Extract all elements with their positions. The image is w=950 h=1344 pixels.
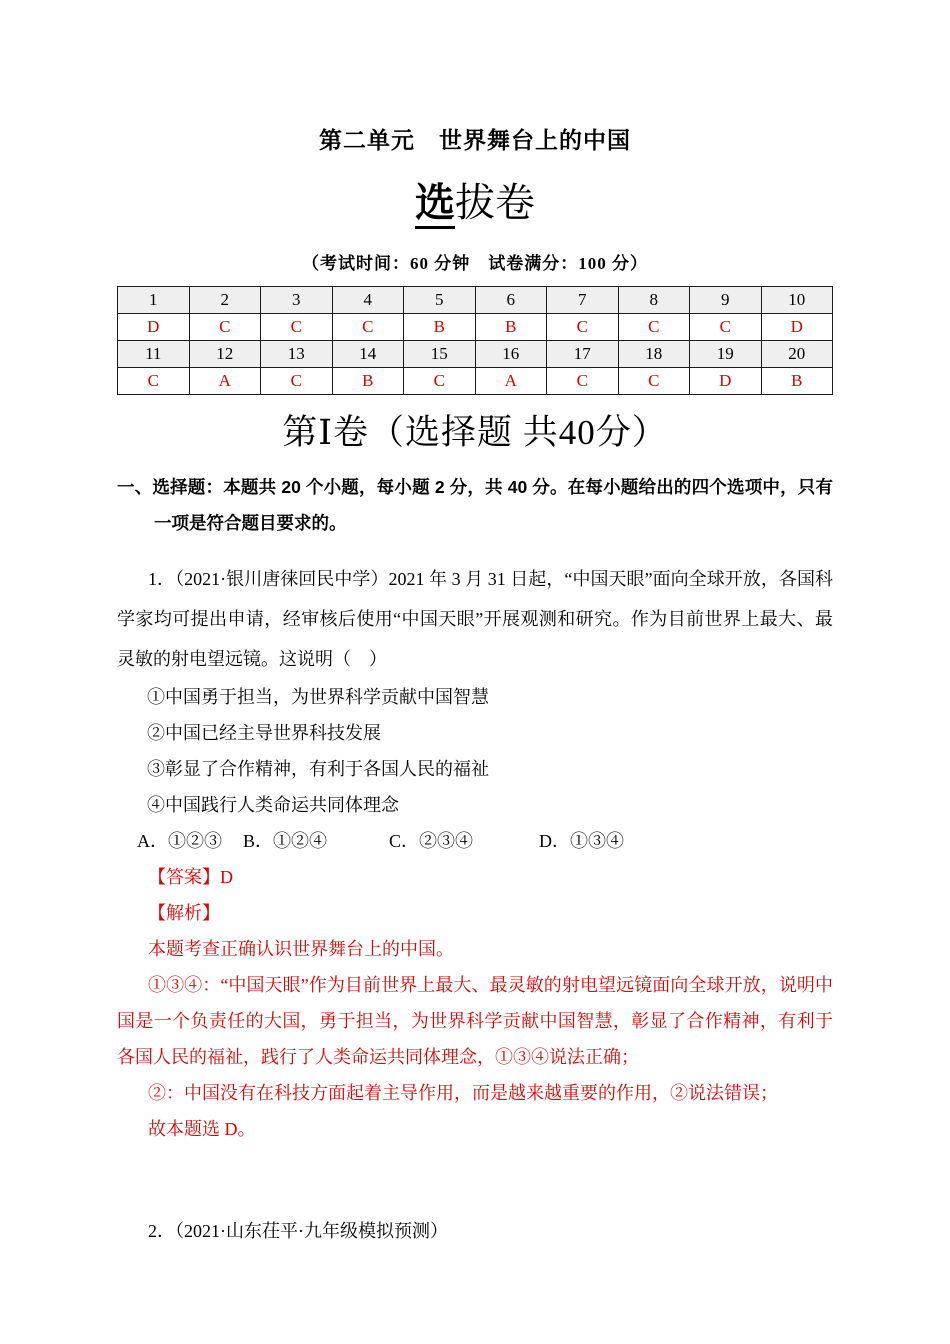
answer-cell: B [404, 314, 476, 341]
answer-table [117, 286, 833, 395]
answer-row [118, 314, 833, 341]
question-number-row [118, 341, 833, 368]
question-number-row [118, 287, 833, 314]
question-number-cell: 12 [189, 341, 261, 368]
answer-cell: C [404, 368, 476, 395]
question-number-cell: 15 [404, 341, 476, 368]
choice-b: B．①②④ [243, 830, 328, 851]
question-1-answer-line [117, 859, 833, 895]
choice-d: D．①③④ [539, 830, 624, 851]
answer-label: 【答案】 [148, 866, 220, 887]
answer-cell: C [547, 368, 619, 395]
question-1-item-3: ③彰显了合作精神，有利于各国人民的福祉 [147, 758, 489, 779]
choice-c: C．②③④ [389, 830, 474, 851]
answer-table-body [118, 287, 833, 395]
answer-cell: C [332, 314, 404, 341]
exam-info-line: （考试时间：60 分钟 试卷满分：100 分） [302, 254, 648, 273]
answer-cell: C [618, 314, 690, 341]
section-1-heading: 第Ⅰ卷（选择题 共40分） [282, 413, 668, 452]
answer-cell: A [189, 368, 261, 395]
question-number-cell: 9 [690, 287, 762, 314]
question-number-cell: 3 [261, 287, 333, 314]
question-1-choices [117, 823, 833, 859]
answer-cell: B [475, 314, 547, 341]
answer-cell: C [261, 368, 333, 395]
question-number-cell: 6 [475, 287, 547, 314]
question-number-cell: 1 [118, 287, 190, 314]
question-1-item-4: ④中国践行人类命运共同体理念 [147, 794, 399, 815]
question-number-cell: 20 [761, 341, 833, 368]
answer-cell: B [332, 368, 404, 395]
answer-value: D [220, 866, 233, 887]
question-number-cell: 4 [332, 287, 404, 314]
paper-title [117, 179, 833, 227]
question-number-cell: 11 [118, 341, 190, 368]
analysis-point-2: ②：中国没有在科技方面起着主导作用，而是越来越重要的作用，②说法错误； [148, 1082, 778, 1103]
question-number-cell: 10 [761, 287, 833, 314]
answer-cell: D [118, 314, 190, 341]
analysis-point-134: ①③④：“中国天眼”作为目前世界上最大、最灵敏的射电望远镜面向全球开放，说明中国是一个负责任的大国，勇于担当，为世界科学贡献中国智慧，彰显了合作精神，有利于各国人民的福祉，践行了人类命运共同体理念，①③④说法正确； [117, 974, 833, 1067]
question-number-cell: 17 [547, 341, 619, 368]
question-number-cell: 14 [332, 341, 404, 368]
analysis-intro: 本题考查正确认识世界舞台上的中国。 [148, 938, 454, 959]
paper-title-rest: 拔卷 [455, 181, 535, 225]
answer-cell: C [690, 314, 762, 341]
section-1-instructions: 一、选择题：本题共 20 个小题，每小题 2 分，共 40 分。在每小题给出的四个选项中，只有一项是符合题目要求的。 [117, 477, 833, 533]
question-number-cell: 8 [618, 287, 690, 314]
answer-cell: C [118, 368, 190, 395]
question-number-cell: 18 [618, 341, 690, 368]
question-number-cell: 7 [547, 287, 619, 314]
analysis-conclusion: 故本题选 D。 [148, 1118, 256, 1139]
unit-title: 第二单元 世界舞台上的中国 [319, 128, 631, 153]
question-1-analysis-label: 【解析】 [148, 902, 220, 923]
question-number-cell: 16 [475, 341, 547, 368]
answer-cell: C [261, 314, 333, 341]
answer-cell: A [475, 368, 547, 395]
answer-cell: C [189, 314, 261, 341]
question-number-cell: 19 [690, 341, 762, 368]
question-number-cell: 2 [189, 287, 261, 314]
question-number-cell: 5 [404, 287, 476, 314]
question-number-cell: 13 [261, 341, 333, 368]
answer-cell: D [761, 314, 833, 341]
answer-cell: C [618, 368, 690, 395]
answer-cell: C [547, 314, 619, 341]
paper-title-accent-char: 选 [415, 181, 455, 229]
answer-cell: D [690, 368, 762, 395]
question-1-item-1: ①中国勇于担当，为世界科学贡献中国智慧 [147, 686, 489, 707]
answer-row [118, 368, 833, 395]
answer-cell: B [761, 368, 833, 395]
choice-a: A．①②③ [137, 830, 222, 851]
question-1-stem: 1．（2021·银川唐徕回民中学）2021 年 3 月 31 日起，“中国天眼”面向全球开放，各国科学家均可提出申请，经审核后使用“中国天眼”开展观测和研究。作为目前世界上最大、最灵敏的射电望远镜。这说明（ ） [117, 568, 833, 669]
question-2-stem: 2．（2021·山东茌平·九年级模拟预测） [148, 1220, 448, 1241]
question-1-item-2: ②中国已经主导世界科技发展 [147, 722, 381, 743]
